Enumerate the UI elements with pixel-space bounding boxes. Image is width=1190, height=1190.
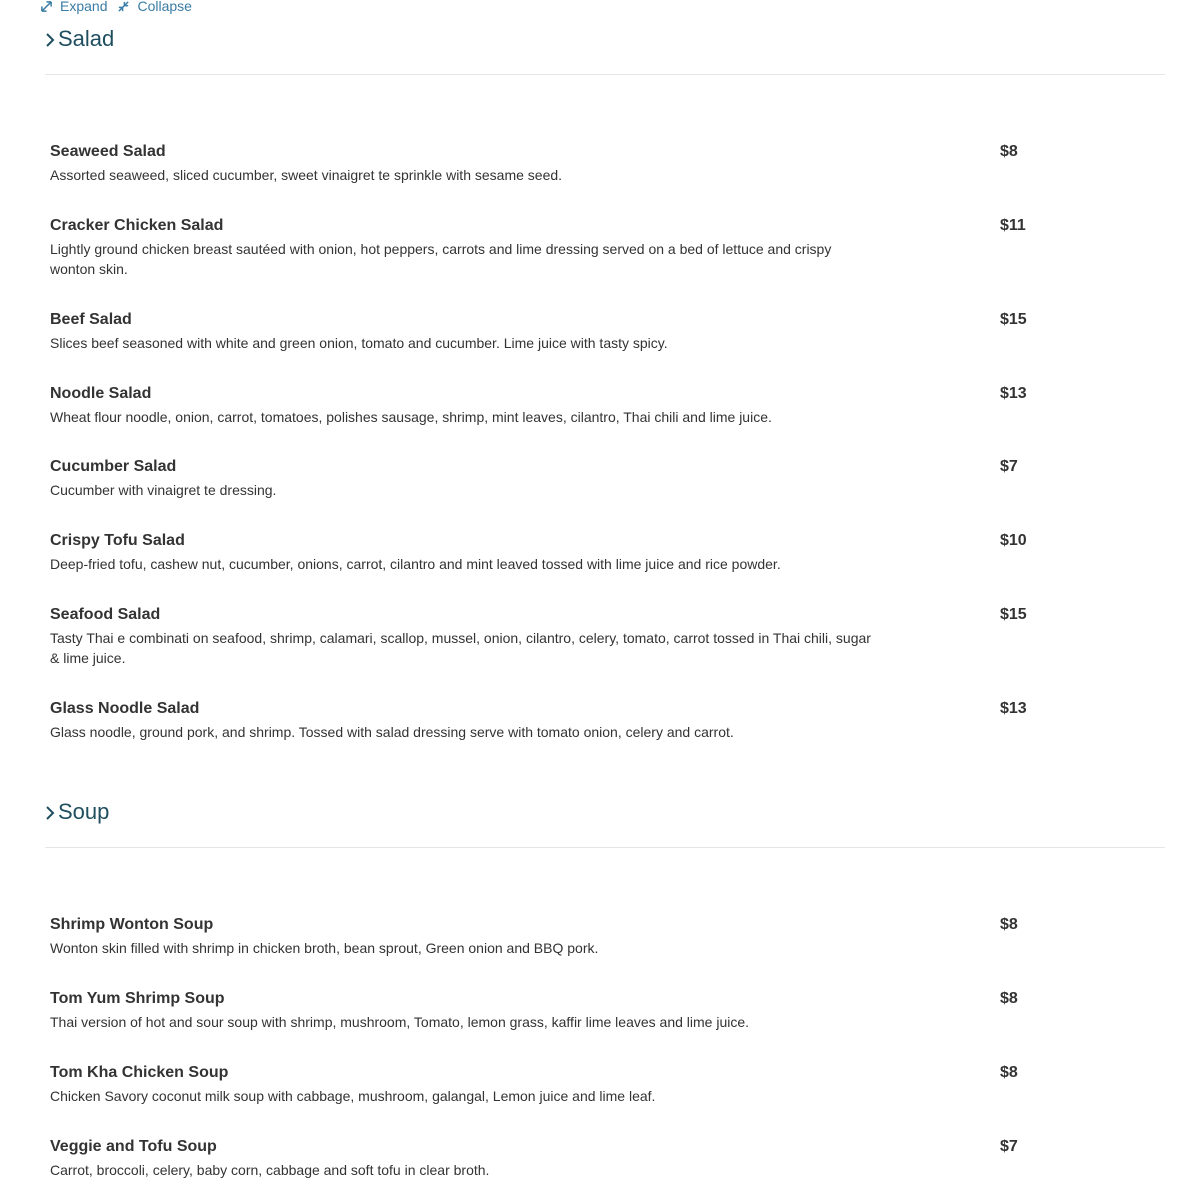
item-name: Cucumber Salad — [50, 458, 177, 475]
item-name: Cracker Chicken Salad — [50, 217, 224, 234]
item-description: Tasty Thai e combinati on seafood, shrimp, calamari, scallop, mussel, onion, cilantro, celery, tomato, carrot tossed in Thai chili, sugar & lime juice. — [50, 630, 871, 666]
expand-collapse-toolbar — [40, 0, 202, 15]
item-name: Seaweed Salad — [50, 143, 166, 160]
item-price: $11 — [1000, 217, 1026, 234]
item-name: Seafood Salad — [50, 606, 161, 623]
item-description: Deep-fried tofu, cashew nut, cucumber, onions, carrot, cilantro and mint leaved tossed with lime juice and rice powder. — [50, 556, 781, 572]
chevron-right-icon — [45, 805, 55, 821]
item-name: Glass Noodle Salad — [50, 700, 200, 717]
section-title: Salad — [58, 26, 115, 51]
item-description: Lightly ground chicken breast sautéed with onion, hot peppers, carrots and lime dressing served on a bed of lettuce and crispy wonton skin. — [50, 241, 832, 277]
item-name: Noodle Salad — [50, 385, 152, 402]
section-header-soup[interactable] — [45, 799, 1165, 848]
item-name: Beef Salad — [50, 311, 132, 328]
item-name: Tom Kha Chicken Soup — [50, 1064, 229, 1081]
collapse-button[interactable] — [117, 0, 191, 14]
expand-label: Expand — [60, 0, 108, 14]
expand-icon — [40, 0, 53, 13]
expand-button[interactable] — [40, 0, 107, 14]
item-description: Glass noodle, ground pork, and shrimp. Tossed with salad dressing serve with tomato onion, celery and carrot. — [50, 724, 734, 740]
item-name: Crispy Tofu Salad — [50, 532, 185, 549]
item-price: $15 — [1000, 606, 1027, 623]
item-price: $10 — [1000, 532, 1027, 549]
item-description: Slices beef seasoned with white and green onion, tomato and cucumber. Lime juice with tasty spicy. — [50, 335, 668, 351]
item-description: Wheat flour noodle, onion, carrot, tomatoes, polishes sausage, shrimp, mint leaves, cilantro, Thai chili and lime juice. — [50, 409, 772, 425]
item-price: $15 — [1000, 311, 1027, 328]
item-description: Chicken Savory coconut milk soup with cabbage, mushroom, galangal, Lemon juice and lime leaf. — [50, 1088, 656, 1104]
item-name: Veggie and Tofu Soup — [50, 1138, 217, 1155]
item-price: $13 — [1000, 700, 1027, 717]
item-description: Assorted seaweed, sliced cucumber, sweet vinaigret te sprinkle with sesame seed. — [50, 167, 563, 183]
item-description: Carrot, broccoli, celery, baby corn, cabbage and soft tofu in clear broth. — [50, 1162, 490, 1178]
section-title: Soup — [58, 799, 110, 824]
collapse-label: Collapse — [137, 0, 192, 14]
item-description: Cucumber with vinaigret te dressing. — [50, 482, 277, 498]
item-description: Thai version of hot and sour soup with shrimp, mushroom, Tomato, lemon grass, kaffir lime leaves and lime juice. — [50, 1014, 750, 1030]
item-name: Tom Yum Shrimp Soup — [50, 990, 225, 1007]
item-price: $8 — [1000, 1064, 1018, 1081]
item-price: $7 — [1000, 458, 1018, 475]
item-price: $8 — [1000, 916, 1018, 933]
item-price: $7 — [1000, 1138, 1018, 1155]
item-description: Wonton skin filled with shrimp in chicken broth, bean sprout, Green onion and BBQ pork. — [50, 940, 599, 956]
chevron-right-icon — [45, 32, 55, 48]
section-header-salad[interactable] — [45, 26, 1165, 75]
item-price: $8 — [1000, 143, 1018, 160]
item-name: Shrimp Wonton Soup — [50, 916, 214, 933]
collapse-icon — [117, 0, 130, 13]
item-price: $8 — [1000, 990, 1018, 1007]
item-price: $13 — [1000, 385, 1027, 402]
